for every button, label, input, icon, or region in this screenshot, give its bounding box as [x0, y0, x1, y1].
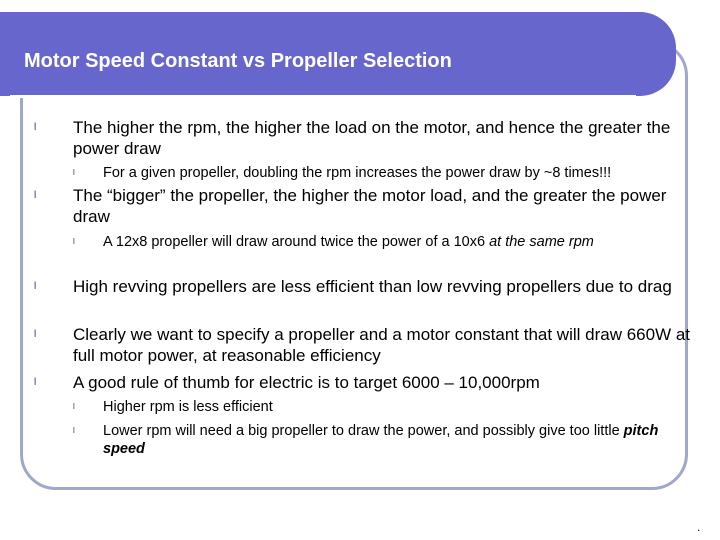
slide-title: Motor Speed Constant vs Propeller Selection	[24, 50, 452, 72]
bullet-marker: l	[34, 281, 37, 292]
footer-mark: .	[697, 520, 701, 534]
sub-bullet-text-plain: Lower rpm will need a big propeller to draw the power, and possibly give too little	[103, 423, 624, 439]
sub-bullet-text: For a given propeller, doubling the rpm increases the power draw by ~8 times!!!	[103, 165, 612, 181]
bullet-marker: l	[73, 237, 75, 246]
bullet-text: The “bigger” the propeller, the higher the motor load, and the greater the power draw	[73, 186, 667, 226]
bullet-text: High revving propellers are less efficient than low revving propellers due to drag	[73, 277, 672, 296]
bullet-marker: l	[34, 122, 37, 133]
sub-bullet-text-emphasis: pitch speed	[103, 423, 659, 457]
bullet-marker: l	[73, 426, 75, 435]
sub-bullet-text-plain: A 12x8 propeller will draw around twice the power of a 10x6	[103, 234, 490, 250]
bullet-text: A good rule of thumb for electric is to target 6000 – 10,000rpm	[73, 373, 540, 392]
sub-bullet-text	[103, 422, 678, 458]
bullet-marker: l	[34, 377, 37, 388]
bullet-marker: l	[73, 168, 75, 177]
sub-bullet-text	[103, 233, 678, 251]
bullet-marker: l	[34, 190, 37, 201]
bullet-marker: l	[34, 329, 37, 340]
sub-bullet-text-emphasis: at the same rpm	[489, 234, 594, 250]
bullet-text: Clearly we want to specify a propeller and a motor constant that will draw 660W at full motor power, at reasonable efficiency	[73, 325, 691, 365]
bullet-text: The higher the rpm, the higher the load on the motor, and hence the greater the power draw	[73, 118, 671, 158]
bullet-marker: l	[73, 402, 75, 411]
sub-bullet-text: Higher rpm is less efficient	[103, 399, 273, 415]
